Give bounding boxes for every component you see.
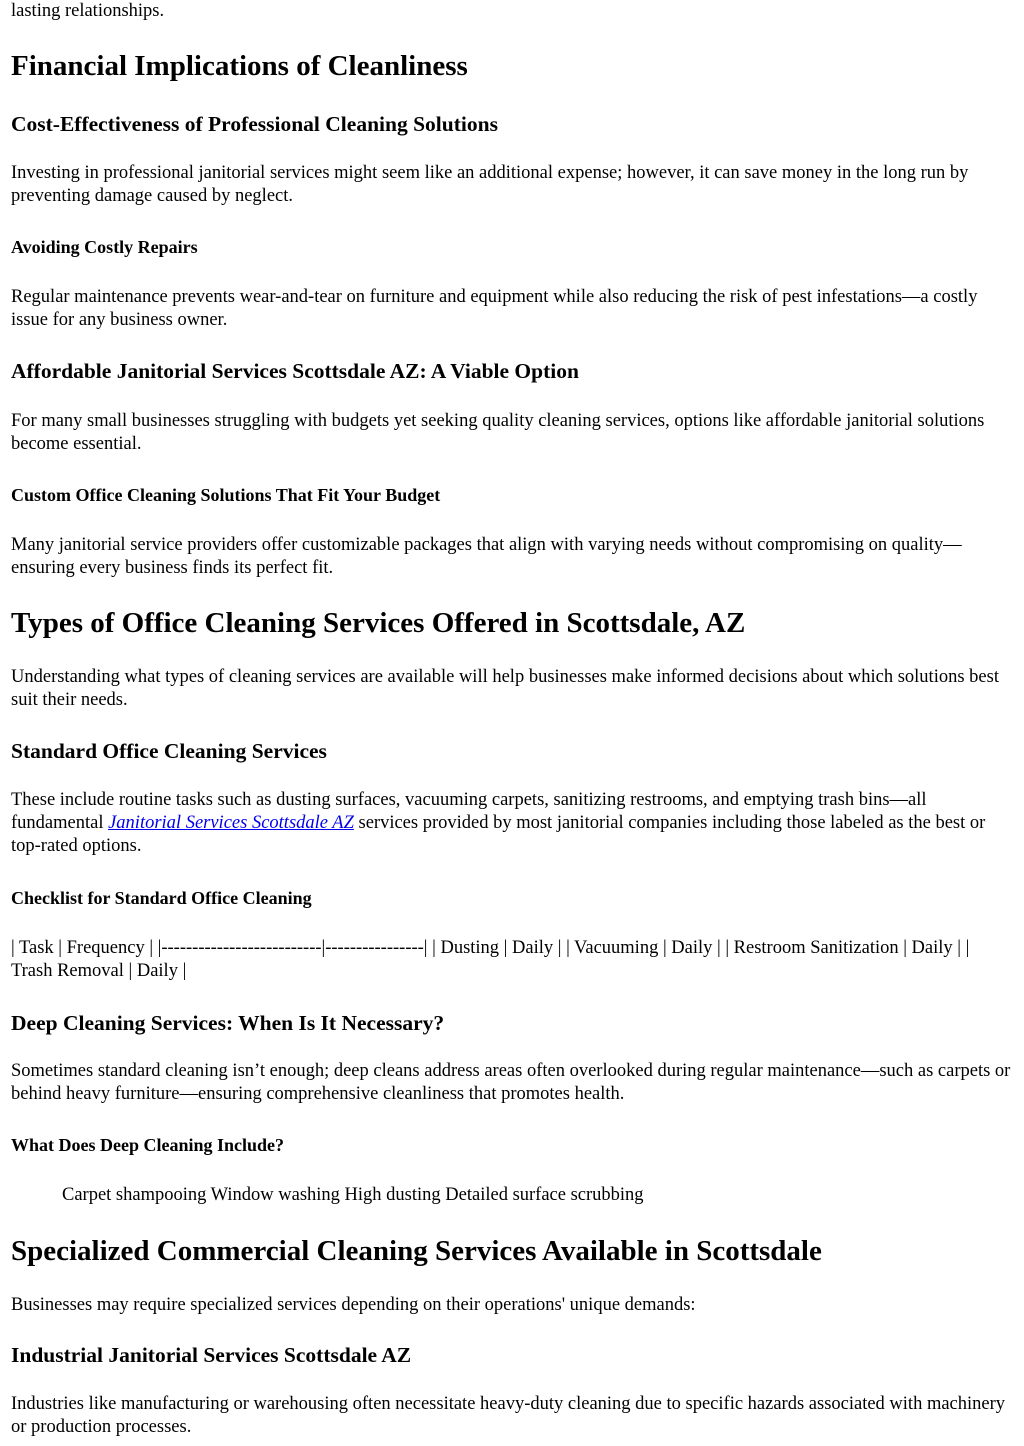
affordable-services-text: For many small businesses struggling with budgets yet seeking quality cleaning services, options like affordable janitorial solutions become essential. — [11, 411, 985, 454]
industrial-heading: Industrial Janitorial Services Scottsdale AZ — [11, 1343, 412, 1367]
standard-text-after: services provided by most janitorial companies including those labeled as the best or top-rated options. — [11, 813, 986, 856]
checklist-heading: Checklist for Standard Office Cleaning — [11, 888, 312, 908]
custom-solutions-text: Many janitorial service providers offer customizable packages that align with varying needs without compromising on quality—ensuring every business finds its perfect fit. — [11, 535, 962, 578]
deep-include-heading: What Does Deep Cleaning Include? — [11, 1135, 285, 1155]
deep-include-items: Carpet shampooing Window washing High dusting Detailed surface scrubbing — [62, 1185, 644, 1205]
industrial-text: Industries like manufacturing or warehousing often necessitate heavy-duty cleaning due to specific hazards associated with machinery or production processes. — [11, 1394, 1006, 1437]
janitorial-services-link[interactable]: Janitorial Services Scottsdale AZ — [108, 813, 354, 833]
types-heading: Types of Office Cleaning Services Offered in Scottsdale, AZ — [11, 607, 746, 639]
cost-effectiveness-heading: Cost-Effectiveness of Professional Cleaning Solutions — [11, 112, 498, 136]
specialized-intro-text: Businesses may require specialized services depending on their operations' unique demands: — [11, 1295, 696, 1315]
checklist-text: | Task | Frequency | |--------------------------|----------------| | Dusting | Daily | | Vacuuming | Daily | | Restroom Sanitization | Daily | | Trash Removal | Daily | — [11, 938, 970, 981]
financial-heading: Financial Implications of Cleanliness — [11, 50, 468, 82]
cost-effectiveness-text: Investing in professional janitorial services might seem like an additional expense; however, it can save money in the long run by preventing damage caused by neglect. — [11, 163, 969, 206]
standard-cleaning-text — [11, 789, 1013, 858]
affordable-services-heading: Affordable Janitorial Services Scottsdale AZ: A Viable Option — [11, 359, 579, 383]
specialized-heading: Specialized Commercial Cleaning Services Available in Scottsdale — [11, 1235, 822, 1267]
costly-repairs-text: Regular maintenance prevents wear-and-tear on furniture and equipment while also reducing the risk of pest infestations—a costly issue for any business owner. — [11, 287, 978, 330]
deep-cleaning-text: Sometimes standard cleaning isn’t enough; deep cleans address areas often overlooked during regular maintenance—such as carpets or behind heavy furniture—ensuring comprehensive cleanliness that promotes health. — [11, 1061, 1011, 1104]
lead-in-text: lasting relationships. — [11, 1, 165, 21]
deep-cleaning-heading: Deep Cleaning Services: When Is It Necessary? — [11, 1011, 445, 1035]
costly-repairs-heading: Avoiding Costly Repairs — [11, 237, 198, 257]
standard-text-before: These include routine tasks such as dusting surfaces, vacuuming carpets, sanitizing restrooms, and emptying trash bins—all fundamental — [11, 790, 927, 833]
custom-solutions-heading: Custom Office Cleaning Solutions That Fit Your Budget — [11, 485, 441, 505]
standard-cleaning-heading: Standard Office Cleaning Services — [11, 739, 327, 763]
types-intro-text: Understanding what types of cleaning services are available will help businesses make informed decisions about which solutions best suit their needs. — [11, 667, 999, 710]
